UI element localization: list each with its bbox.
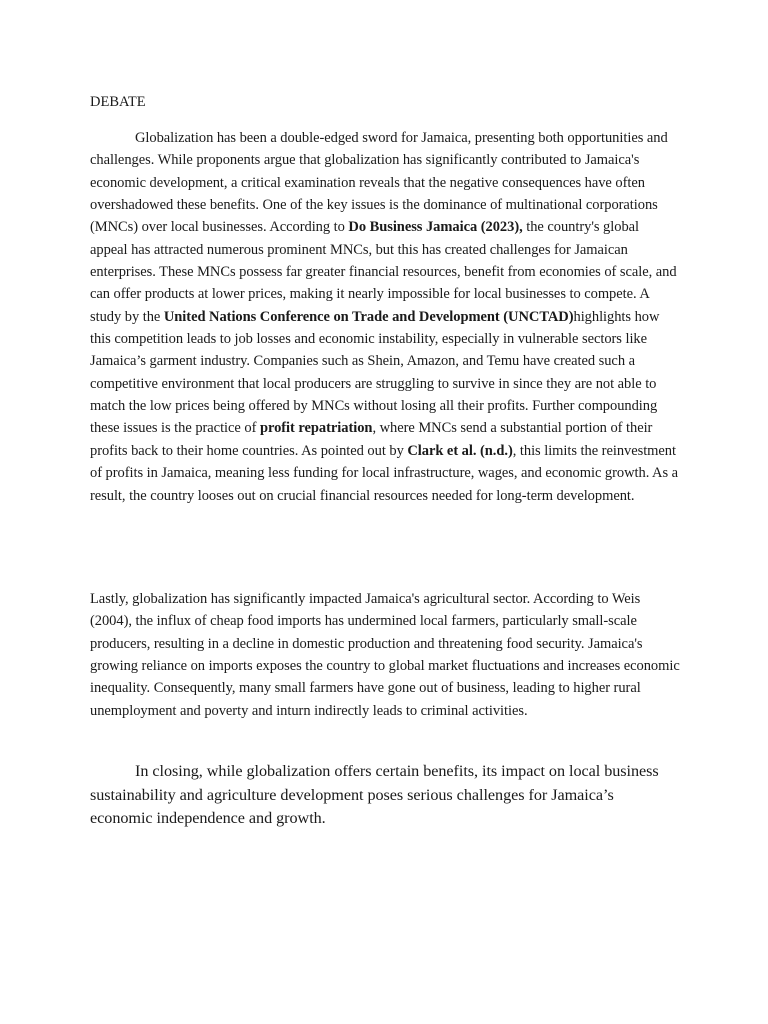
paragraph-text: , this limits the reinvestment of profits in Jamaica, meaning less funding for local infrastructure, wages, and economic growth. As a result, the country looses out on crucial financial resources needed for long-term development.	[90, 442, 679, 504]
paragraph-globalization-mncs	[90, 127, 680, 507]
citation-unctad: United Nations Conference on Trade and Development (UNCTAD)	[163, 308, 574, 325]
citation-do-business-jamaica: Do Business Jamaica (2023),	[348, 219, 523, 236]
paragraph-agriculture: Lastly, globalization has significantly impacted Jamaica's agricultural sector. According to Weis (2004), the influx of cheap food imports has undermined local farmers, particularly small-scale producers, resulting in a decline in domestic production and threatening food security. Jamaica's growing reliance on imports exposes the country to global market fluctuations and increases economic inequality. Consequently, many small farmers have gone out of business, leading to higher rural unemployment and poverty and inturn indirectly leads to criminal activities.	[90, 591, 680, 719]
citation-clark-et-al: Clark et al. (n.d.)	[407, 442, 513, 459]
paragraph-closing: In closing, while globalization offers certain benefits, its impact on local business sustainability and agriculture development poses serious challenges for Jamaica’s economic independence and growth.	[90, 762, 659, 827]
paragraph-text: , where MNCs send a substantial portion of their profits back to their home countries. As pointed out by	[90, 420, 653, 459]
paragraph-text: the country's global appeal has attracted numerous prominent MNCs, but this has created challenges for Jamaican enterprises. These MNCs possess far greater financial resources, benefit from economies of scale, and can offer products at lower prices, making it nearly impossible for local businesses to compete. A study by the	[90, 219, 677, 325]
term-profit-repatriation: profit repatriation	[259, 420, 373, 437]
paragraph-text: Globalization has been a double-edged sword for Jamaica, presenting both opportunities and challenges. While proponents argue that globalization has significantly contributed to Jamaica's economic development, a critical examination reveals that the negative consequences have often overshadowed these benefits. One of the key issues is the dominance of multinational corporations (MNCs) over local businesses. According to	[90, 130, 668, 236]
document-title: DEBATE	[90, 94, 146, 110]
paragraph-text: highlights how this competition leads to job losses and economic instability, especially in vulnerable sectors like Jamaica’s garment industry. Companies such as Shein, Amazon, and Temu have created such a competitive environment that local producers are struggling to survive in since they are not able to match the low prices being offered by MNCs without losing all their profits. Further compounding these issues is the practice of	[90, 308, 660, 437]
